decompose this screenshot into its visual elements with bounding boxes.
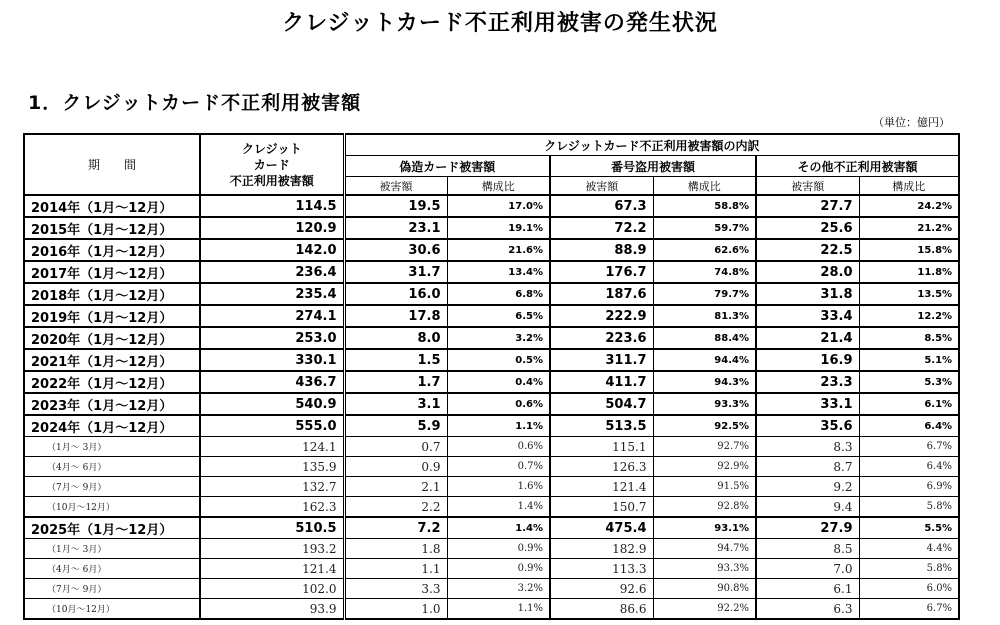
total-cell: 540.9 <box>200 393 344 415</box>
other-ratio-cell: 5.5% <box>859 517 959 539</box>
forged-ratio-cell: 3.2% <box>447 327 550 349</box>
forged-amount-cell: 19.5 <box>344 195 447 217</box>
period-cell: 2023年（1月～12月） <box>24 393 200 415</box>
table-row <box>24 539 959 559</box>
period-cell: 2018年（1月～12月） <box>24 283 200 305</box>
theft-amount-cell: 475.4 <box>550 517 653 539</box>
total-cell: 162.3 <box>200 497 344 518</box>
forged-ratio-cell: 3.2% <box>447 579 550 599</box>
header-number-theft: 番号盗用被害額 <box>550 156 756 177</box>
header-other: その他不正利用被害額 <box>756 156 959 177</box>
forged-amount-cell: 0.7 <box>344 437 447 457</box>
theft-ratio-cell: 91.5% <box>653 477 756 497</box>
forged-ratio-cell: 0.6% <box>447 437 550 457</box>
forged-amount-cell: 23.1 <box>344 217 447 239</box>
period-cell: （7月～ 9月） <box>24 579 200 599</box>
theft-ratio-cell: 59.7% <box>653 217 756 239</box>
other-ratio-cell: 5.1% <box>859 349 959 371</box>
theft-ratio-cell: 92.2% <box>653 599 756 620</box>
theft-ratio-cell: 92.9% <box>653 457 756 477</box>
other-ratio-cell: 5.8% <box>859 497 959 518</box>
header-breakdown: クレジットカード不正利用被害額の内訳 <box>344 134 959 156</box>
other-amount-cell: 27.7 <box>756 195 859 217</box>
header-other-ratio: 構成比 <box>859 177 959 196</box>
theft-amount-cell: 187.6 <box>550 283 653 305</box>
theft-ratio-cell: 94.7% <box>653 539 756 559</box>
period-cell: 2014年（1月～12月） <box>24 195 200 217</box>
table-row <box>24 393 959 415</box>
header-forged-amount: 被害額 <box>344 177 447 196</box>
total-cell: 236.4 <box>200 261 344 283</box>
period-cell: 2024年（1月～12月） <box>24 415 200 437</box>
other-amount-cell: 35.6 <box>756 415 859 437</box>
header-theft-amount: 被害額 <box>550 177 653 196</box>
table-row <box>24 457 959 477</box>
header-forged: 偽造カード被害額 <box>344 156 550 177</box>
forged-ratio-cell: 1.1% <box>447 415 550 437</box>
other-amount-cell: 9.2 <box>756 477 859 497</box>
other-amount-cell: 7.0 <box>756 559 859 579</box>
forged-ratio-cell: 1.4% <box>447 517 550 539</box>
period-cell: （1月～ 3月） <box>24 437 200 457</box>
table-row <box>24 327 959 349</box>
forged-ratio-cell: 0.7% <box>447 457 550 477</box>
period-cell: （7月～ 9月） <box>24 477 200 497</box>
table-row <box>24 415 959 437</box>
other-amount-cell: 8.3 <box>756 437 859 457</box>
forged-amount-cell: 1.5 <box>344 349 447 371</box>
other-ratio-cell: 5.8% <box>859 559 959 579</box>
forged-amount-cell: 17.8 <box>344 305 447 327</box>
theft-amount-cell: 88.9 <box>550 239 653 261</box>
theft-amount-cell: 121.4 <box>550 477 653 497</box>
forged-ratio-cell: 0.5% <box>447 349 550 371</box>
forged-amount-cell: 1.8 <box>344 539 447 559</box>
forged-ratio-cell: 17.0% <box>447 195 550 217</box>
total-cell: 274.1 <box>200 305 344 327</box>
theft-amount-cell: 86.6 <box>550 599 653 620</box>
theft-ratio-cell: 93.1% <box>653 517 756 539</box>
other-ratio-cell: 12.2% <box>859 305 959 327</box>
forged-ratio-cell: 1.6% <box>447 477 550 497</box>
table-row <box>24 261 959 283</box>
total-cell: 121.4 <box>200 559 344 579</box>
forged-amount-cell: 16.0 <box>344 283 447 305</box>
theft-ratio-cell: 58.8% <box>653 195 756 217</box>
theft-ratio-cell: 92.8% <box>653 497 756 518</box>
theft-amount-cell: 504.7 <box>550 393 653 415</box>
other-ratio-cell: 6.4% <box>859 457 959 477</box>
table-row <box>24 371 959 393</box>
period-cell: 2025年（1月～12月） <box>24 517 200 539</box>
theft-amount-cell: 411.7 <box>550 371 653 393</box>
forged-ratio-cell: 6.8% <box>447 283 550 305</box>
total-cell: 132.7 <box>200 477 344 497</box>
theft-amount-cell: 115.1 <box>550 437 653 457</box>
table-row <box>24 579 959 599</box>
theft-ratio-cell: 93.3% <box>653 393 756 415</box>
theft-ratio-cell: 94.4% <box>653 349 756 371</box>
other-amount-cell: 27.9 <box>756 517 859 539</box>
total-cell: 114.5 <box>200 195 344 217</box>
table-row <box>24 477 959 497</box>
forged-ratio-cell: 0.9% <box>447 559 550 579</box>
theft-amount-cell: 92.6 <box>550 579 653 599</box>
forged-amount-cell: 2.2 <box>344 497 447 518</box>
total-cell: 330.1 <box>200 349 344 371</box>
total-cell: 102.0 <box>200 579 344 599</box>
table-row <box>24 239 959 261</box>
theft-ratio-cell: 92.5% <box>653 415 756 437</box>
forged-ratio-cell: 1.4% <box>447 497 550 518</box>
forged-amount-cell: 7.2 <box>344 517 447 539</box>
other-ratio-cell: 6.1% <box>859 393 959 415</box>
forged-amount-cell: 1.0 <box>344 599 447 620</box>
header-total <box>200 134 344 195</box>
theft-amount-cell: 72.2 <box>550 217 653 239</box>
forged-ratio-cell: 0.6% <box>447 393 550 415</box>
forged-amount-cell: 1.7 <box>344 371 447 393</box>
unit-label: （単位：億円） <box>873 116 950 129</box>
header-total-line2: カード <box>253 157 290 172</box>
other-amount-cell: 16.9 <box>756 349 859 371</box>
other-amount-cell: 8.7 <box>756 457 859 477</box>
total-cell: 253.0 <box>200 327 344 349</box>
period-cell: （10月～12月） <box>24 599 200 620</box>
section-title: 1．クレジットカード不正利用被害額 <box>28 92 362 114</box>
other-amount-cell: 22.5 <box>756 239 859 261</box>
theft-ratio-cell: 93.3% <box>653 559 756 579</box>
total-cell: 93.9 <box>200 599 344 620</box>
forged-ratio-cell: 0.4% <box>447 371 550 393</box>
forged-amount-cell: 3.1 <box>344 393 447 415</box>
theft-amount-cell: 513.5 <box>550 415 653 437</box>
period-cell: 2022年（1月～12月） <box>24 371 200 393</box>
forged-ratio-cell: 19.1% <box>447 217 550 239</box>
table-row <box>24 599 959 620</box>
period-cell: （4月～ 6月） <box>24 559 200 579</box>
theft-amount-cell: 113.3 <box>550 559 653 579</box>
other-ratio-cell: 8.5% <box>859 327 959 349</box>
table-row <box>24 349 959 371</box>
other-ratio-cell: 13.5% <box>859 283 959 305</box>
theft-amount-cell: 222.9 <box>550 305 653 327</box>
page-title: クレジットカード不正利用被害の発生状況 <box>282 11 718 36</box>
theft-ratio-cell: 90.8% <box>653 579 756 599</box>
other-ratio-cell: 6.4% <box>859 415 959 437</box>
table-body <box>24 195 959 619</box>
other-ratio-cell: 24.2% <box>859 195 959 217</box>
table-row <box>24 437 959 457</box>
other-amount-cell: 25.6 <box>756 217 859 239</box>
forged-amount-cell: 0.9 <box>344 457 447 477</box>
table-row <box>24 517 959 539</box>
forged-amount-cell: 5.9 <box>344 415 447 437</box>
total-cell: 124.1 <box>200 437 344 457</box>
total-cell: 135.9 <box>200 457 344 477</box>
forged-ratio-cell: 6.5% <box>447 305 550 327</box>
theft-amount-cell: 311.7 <box>550 349 653 371</box>
forged-ratio-cell: 21.6% <box>447 239 550 261</box>
table-row <box>24 559 959 579</box>
other-amount-cell: 9.4 <box>756 497 859 518</box>
theft-ratio-cell: 79.7% <box>653 283 756 305</box>
other-amount-cell: 8.5 <box>756 539 859 559</box>
period-cell: 2020年（1月～12月） <box>24 327 200 349</box>
other-ratio-cell: 6.0% <box>859 579 959 599</box>
total-cell: 436.7 <box>200 371 344 393</box>
forged-ratio-cell: 0.9% <box>447 539 550 559</box>
total-cell: 555.0 <box>200 415 344 437</box>
header-total-line1: クレジット <box>241 141 302 156</box>
forged-amount-cell: 2.1 <box>344 477 447 497</box>
table-row <box>24 195 959 217</box>
forged-amount-cell: 8.0 <box>344 327 447 349</box>
period-cell: 2016年（1月～12月） <box>24 239 200 261</box>
other-ratio-cell: 15.8% <box>859 239 959 261</box>
header-total-line3: 不正利用被害額 <box>229 173 314 188</box>
theft-amount-cell: 150.7 <box>550 497 653 518</box>
other-amount-cell: 6.1 <box>756 579 859 599</box>
theft-ratio-cell: 92.7% <box>653 437 756 457</box>
other-ratio-cell: 6.7% <box>859 599 959 620</box>
total-cell: 510.5 <box>200 517 344 539</box>
other-ratio-cell: 5.3% <box>859 371 959 393</box>
theft-amount-cell: 126.3 <box>550 457 653 477</box>
total-cell: 235.4 <box>200 283 344 305</box>
period-cell: （4月～ 6月） <box>24 457 200 477</box>
theft-amount-cell: 223.6 <box>550 327 653 349</box>
period-cell: 2015年（1月～12月） <box>24 217 200 239</box>
other-amount-cell: 33.4 <box>756 305 859 327</box>
other-ratio-cell: 21.2% <box>859 217 959 239</box>
other-amount-cell: 28.0 <box>756 261 859 283</box>
period-cell: 2019年（1月～12月） <box>24 305 200 327</box>
period-cell: 2017年（1月～12月） <box>24 261 200 283</box>
other-amount-cell: 21.4 <box>756 327 859 349</box>
header-other-amount: 被害額 <box>756 177 859 196</box>
theft-ratio-cell: 74.8% <box>653 261 756 283</box>
other-amount-cell: 31.8 <box>756 283 859 305</box>
other-ratio-cell: 4.4% <box>859 539 959 559</box>
theft-amount-cell: 67.3 <box>550 195 653 217</box>
theft-ratio-cell: 94.3% <box>653 371 756 393</box>
table-row <box>24 283 959 305</box>
table-row <box>24 305 959 327</box>
theft-ratio-cell: 88.4% <box>653 327 756 349</box>
other-amount-cell: 33.1 <box>756 393 859 415</box>
other-ratio-cell: 11.8% <box>859 261 959 283</box>
table-row <box>24 497 959 518</box>
period-cell: 2021年（1月～12月） <box>24 349 200 371</box>
header-forged-ratio: 構成比 <box>447 177 550 196</box>
forged-amount-cell: 30.6 <box>344 239 447 261</box>
table-row <box>24 217 959 239</box>
header-period: 期 間 <box>24 134 200 195</box>
theft-amount-cell: 182.9 <box>550 539 653 559</box>
period-cell: （1月～ 3月） <box>24 539 200 559</box>
forged-amount-cell: 1.1 <box>344 559 447 579</box>
forged-amount-cell: 3.3 <box>344 579 447 599</box>
other-amount-cell: 6.3 <box>756 599 859 620</box>
total-cell: 120.9 <box>200 217 344 239</box>
theft-ratio-cell: 81.3% <box>653 305 756 327</box>
header-theft-ratio: 構成比 <box>653 177 756 196</box>
forged-ratio-cell: 13.4% <box>447 261 550 283</box>
forged-ratio-cell: 1.1% <box>447 599 550 620</box>
theft-amount-cell: 176.7 <box>550 261 653 283</box>
total-cell: 142.0 <box>200 239 344 261</box>
damage-table <box>23 133 960 620</box>
period-cell: （10月～12月） <box>24 497 200 518</box>
total-cell: 193.2 <box>200 539 344 559</box>
forged-amount-cell: 31.7 <box>344 261 447 283</box>
theft-ratio-cell: 62.6% <box>653 239 756 261</box>
other-ratio-cell: 6.7% <box>859 437 959 457</box>
other-ratio-cell: 6.9% <box>859 477 959 497</box>
other-amount-cell: 23.3 <box>756 371 859 393</box>
